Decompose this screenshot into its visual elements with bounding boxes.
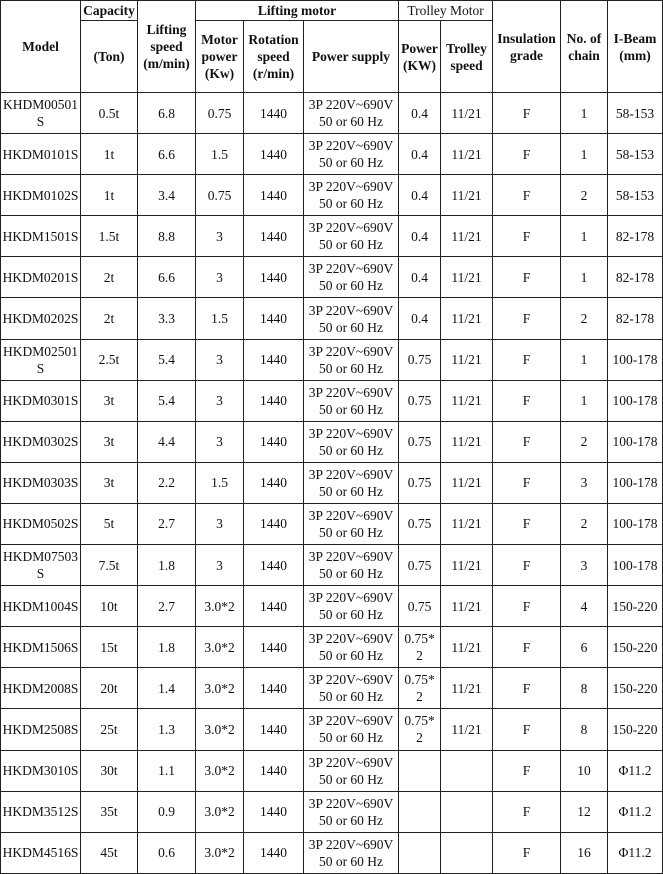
cell-chain: 1	[561, 216, 608, 257]
cell-ibeam: 58-153	[608, 175, 663, 216]
cell-trolley-power: 0.4	[399, 134, 441, 175]
cell-trolley-power: 0.75* 2	[399, 709, 441, 750]
cell-insulation: F	[493, 421, 561, 462]
cell-trolley-speed: 11/21	[441, 339, 493, 380]
cell-trolley-speed: 11/21	[441, 421, 493, 462]
cell-power-supply: 3P 220V~690V 50 or 60 Hz	[304, 134, 399, 175]
cell-power-supply: 3P 220V~690V 50 or 60 Hz	[304, 750, 399, 791]
cell-power-supply: 3P 220V~690V 50 or 60 Hz	[304, 339, 399, 380]
header-insulation: Insulation grade	[493, 1, 561, 93]
cell-rotation-speed: 1440	[244, 134, 304, 175]
cell-motor-power: 0.75	[196, 175, 244, 216]
cell-rotation-speed: 1440	[244, 380, 304, 421]
cell-insulation: F	[493, 462, 561, 503]
cell-power-supply: 3P 220V~690V 50 or 60 Hz	[304, 668, 399, 709]
cell-rotation-speed: 1440	[244, 339, 304, 380]
cell-lifting-speed: 2.2	[138, 462, 196, 503]
header-trolley-speed: Trolley speed	[441, 21, 493, 93]
cell-lifting-speed: 0.6	[138, 832, 196, 873]
cell-trolley-power: 0.75	[399, 421, 441, 462]
cell-rotation-speed: 1440	[244, 791, 304, 832]
cell-motor-power: 0.75	[196, 93, 244, 134]
cell-capacity: 1t	[81, 134, 138, 175]
cell-model: HKDM02501 S	[1, 339, 81, 380]
cell-lifting-speed: 2.7	[138, 503, 196, 544]
cell-lifting-speed: 6.6	[138, 134, 196, 175]
cell-motor-power: 3	[196, 421, 244, 462]
cell-trolley-speed: 11/21	[441, 298, 493, 339]
table-row	[1, 586, 663, 627]
cell-insulation: F	[493, 709, 561, 750]
cell-chain: 1	[561, 380, 608, 421]
cell-power-supply: 3P 220V~690V 50 or 60 Hz	[304, 462, 399, 503]
header-lifting-motor: Lifting motor	[196, 1, 399, 21]
cell-trolley-speed: 11/21	[441, 134, 493, 175]
cell-rotation-speed: 1440	[244, 627, 304, 668]
cell-model: HKDM0102S	[1, 175, 81, 216]
cell-chain: 1	[561, 134, 608, 175]
cell-lifting-speed: 1.8	[138, 545, 196, 586]
cell-rotation-speed: 1440	[244, 462, 304, 503]
cell-lifting-speed: 1.4	[138, 668, 196, 709]
cell-chain: 1	[561, 339, 608, 380]
cell-trolley-speed	[441, 832, 493, 873]
cell-motor-power: 3.0*2	[196, 627, 244, 668]
cell-ibeam: 100-178	[608, 462, 663, 503]
cell-power-supply: 3P 220V~690V 50 or 60 Hz	[304, 503, 399, 544]
cell-insulation: F	[493, 93, 561, 134]
header-chain: No. of chain	[561, 1, 608, 93]
cell-capacity: 7.5t	[81, 545, 138, 586]
cell-motor-power: 3	[196, 216, 244, 257]
cell-lifting-speed: 4.4	[138, 421, 196, 462]
header-power-supply: Power supply	[304, 21, 399, 93]
cell-power-supply: 3P 220V~690V 50 or 60 Hz	[304, 380, 399, 421]
cell-insulation: F	[493, 627, 561, 668]
cell-insulation: F	[493, 668, 561, 709]
cell-rotation-speed: 1440	[244, 709, 304, 750]
cell-ibeam: Φ11.2	[608, 832, 663, 873]
cell-trolley-speed: 11/21	[441, 586, 493, 627]
cell-motor-power: 3	[196, 257, 244, 298]
cell-trolley-speed	[441, 750, 493, 791]
cell-ibeam: 100-178	[608, 339, 663, 380]
cell-power-supply: 3P 220V~690V 50 or 60 Hz	[304, 791, 399, 832]
cell-trolley-power: 0.4	[399, 257, 441, 298]
table-row	[1, 298, 663, 339]
cell-rotation-speed: 1440	[244, 832, 304, 873]
cell-chain: 2	[561, 421, 608, 462]
cell-rotation-speed: 1440	[244, 298, 304, 339]
cell-trolley-power: 0.75	[399, 586, 441, 627]
cell-motor-power: 3.0*2	[196, 709, 244, 750]
cell-power-supply: 3P 220V~690V 50 or 60 Hz	[304, 545, 399, 586]
cell-trolley-power: 0.75	[399, 503, 441, 544]
cell-chain: 1	[561, 257, 608, 298]
cell-power-supply: 3P 220V~690V 50 or 60 Hz	[304, 175, 399, 216]
cell-capacity: 2t	[81, 257, 138, 298]
cell-trolley-power: 0.75	[399, 462, 441, 503]
header-trolley-motor: Trolley Motor	[399, 1, 493, 21]
cell-trolley-speed: 11/21	[441, 709, 493, 750]
cell-insulation: F	[493, 134, 561, 175]
cell-trolley-power: 0.4	[399, 175, 441, 216]
cell-power-supply: 3P 220V~690V 50 or 60 Hz	[304, 709, 399, 750]
cell-trolley-speed: 11/21	[441, 462, 493, 503]
cell-motor-power: 3	[196, 545, 244, 586]
cell-rotation-speed: 1440	[244, 750, 304, 791]
cell-model: KHDM00501 S	[1, 93, 81, 134]
cell-trolley-power: 0.75	[399, 545, 441, 586]
cell-capacity: 10t	[81, 586, 138, 627]
cell-lifting-speed: 3.4	[138, 175, 196, 216]
cell-ibeam: 150-220	[608, 627, 663, 668]
cell-chain: 1	[561, 93, 608, 134]
cell-trolley-speed: 11/21	[441, 503, 493, 544]
cell-chain: 10	[561, 750, 608, 791]
table-row	[1, 750, 663, 791]
cell-capacity: 20t	[81, 668, 138, 709]
cell-lifting-speed: 0.9	[138, 791, 196, 832]
cell-ibeam: 82-178	[608, 257, 663, 298]
cell-model: HKDM4516S	[1, 832, 81, 873]
cell-capacity: 3t	[81, 380, 138, 421]
cell-insulation: F	[493, 586, 561, 627]
table-row	[1, 709, 663, 750]
cell-rotation-speed: 1440	[244, 668, 304, 709]
table-row	[1, 545, 663, 586]
cell-trolley-power: 0.75* 2	[399, 668, 441, 709]
cell-chain: 2	[561, 503, 608, 544]
cell-model: HKDM0201S	[1, 257, 81, 298]
cell-ibeam: 100-178	[608, 503, 663, 544]
cell-power-supply: 3P 220V~690V 50 or 60 Hz	[304, 257, 399, 298]
cell-motor-power: 3.0*2	[196, 668, 244, 709]
table-row	[1, 421, 663, 462]
cell-insulation: F	[493, 832, 561, 873]
table-row	[1, 627, 663, 668]
cell-lifting-speed: 3.3	[138, 298, 196, 339]
cell-model: HKDM3010S	[1, 750, 81, 791]
cell-capacity: 0.5t	[81, 93, 138, 134]
cell-capacity: 2.5t	[81, 339, 138, 380]
table-row	[1, 380, 663, 421]
cell-model: HKDM0302S	[1, 421, 81, 462]
table-row	[1, 791, 663, 832]
cell-insulation: F	[493, 750, 561, 791]
cell-motor-power: 3.0*2	[196, 750, 244, 791]
cell-model: HKDM0303S	[1, 462, 81, 503]
cell-trolley-speed: 11/21	[441, 175, 493, 216]
cell-chain: 2	[561, 298, 608, 339]
cell-power-supply: 3P 220V~690V 50 or 60 Hz	[304, 216, 399, 257]
cell-insulation: F	[493, 216, 561, 257]
cell-motor-power: 1.5	[196, 298, 244, 339]
table-row	[1, 503, 663, 544]
cell-power-supply: 3P 220V~690V 50 or 60 Hz	[304, 298, 399, 339]
cell-chain: 3	[561, 462, 608, 503]
cell-lifting-speed: 2.7	[138, 586, 196, 627]
cell-model: HKDM1004S	[1, 586, 81, 627]
table-row	[1, 134, 663, 175]
cell-ibeam: 150-220	[608, 709, 663, 750]
cell-rotation-speed: 1440	[244, 93, 304, 134]
cell-trolley-speed: 11/21	[441, 93, 493, 134]
cell-rotation-speed: 1440	[244, 586, 304, 627]
cell-rotation-speed: 1440	[244, 216, 304, 257]
header-capacity: Capacity	[81, 1, 138, 21]
cell-insulation: F	[493, 380, 561, 421]
cell-chain: 16	[561, 832, 608, 873]
table-row	[1, 257, 663, 298]
header-rotation-speed: Rotation speed (r/min)	[244, 21, 304, 93]
table-body	[1, 93, 663, 874]
cell-insulation: F	[493, 791, 561, 832]
table-row	[1, 832, 663, 873]
cell-motor-power: 3.0*2	[196, 791, 244, 832]
cell-trolley-speed: 11/21	[441, 216, 493, 257]
cell-model: HKDM07503 S	[1, 545, 81, 586]
cell-ibeam: 150-220	[608, 668, 663, 709]
cell-rotation-speed: 1440	[244, 175, 304, 216]
cell-trolley-speed: 11/21	[441, 545, 493, 586]
cell-power-supply: 3P 220V~690V 50 or 60 Hz	[304, 421, 399, 462]
cell-capacity: 15t	[81, 627, 138, 668]
cell-chain: 12	[561, 791, 608, 832]
cell-rotation-speed: 1440	[244, 545, 304, 586]
table-row	[1, 462, 663, 503]
cell-capacity: 30t	[81, 750, 138, 791]
cell-capacity: 45t	[81, 832, 138, 873]
cell-trolley-power: 0.75	[399, 380, 441, 421]
cell-lifting-speed: 6.8	[138, 93, 196, 134]
cell-ibeam: 100-178	[608, 380, 663, 421]
cell-ibeam: 150-220	[608, 586, 663, 627]
cell-model: HKDM3512S	[1, 791, 81, 832]
table-row	[1, 93, 663, 134]
header-model: Model	[1, 1, 81, 93]
cell-trolley-speed: 11/21	[441, 257, 493, 298]
cell-trolley-speed	[441, 791, 493, 832]
cell-model: HKDM1506S	[1, 627, 81, 668]
cell-capacity: 3t	[81, 421, 138, 462]
cell-ibeam: 58-153	[608, 93, 663, 134]
header-ibeam: I-Beam (mm)	[608, 1, 663, 93]
cell-insulation: F	[493, 503, 561, 544]
cell-trolley-power	[399, 791, 441, 832]
cell-trolley-speed: 11/21	[441, 627, 493, 668]
cell-model: HKDM0101S	[1, 134, 81, 175]
cell-capacity: 2t	[81, 298, 138, 339]
cell-capacity: 25t	[81, 709, 138, 750]
cell-capacity: 3t	[81, 462, 138, 503]
cell-power-supply: 3P 220V~690V 50 or 60 Hz	[304, 586, 399, 627]
cell-capacity: 35t	[81, 791, 138, 832]
cell-model: HKDM1501S	[1, 216, 81, 257]
cell-motor-power: 3	[196, 380, 244, 421]
cell-rotation-speed: 1440	[244, 421, 304, 462]
cell-rotation-speed: 1440	[244, 503, 304, 544]
cell-lifting-speed: 6.6	[138, 257, 196, 298]
cell-chain: 3	[561, 545, 608, 586]
cell-lifting-speed: 1.8	[138, 627, 196, 668]
cell-trolley-power: 0.75* 2	[399, 627, 441, 668]
cell-capacity: 5t	[81, 503, 138, 544]
cell-motor-power: 3.0*2	[196, 832, 244, 873]
cell-rotation-speed: 1440	[244, 257, 304, 298]
cell-chain: 8	[561, 709, 608, 750]
header-lifting-speed: Lifting speed (m/min)	[138, 1, 196, 93]
header-motor-power: Motor power (Kw)	[196, 21, 244, 93]
cell-ibeam: Φ11.2	[608, 791, 663, 832]
cell-power-supply: 3P 220V~690V 50 or 60 Hz	[304, 93, 399, 134]
cell-model: HKDM2008S	[1, 668, 81, 709]
header-trolley-power: Power (KW)	[399, 21, 441, 93]
cell-trolley-power: 0.4	[399, 298, 441, 339]
cell-trolley-power	[399, 750, 441, 791]
cell-ibeam: 82-178	[608, 216, 663, 257]
cell-ibeam: 58-153	[608, 134, 663, 175]
cell-power-supply: 3P 220V~690V 50 or 60 Hz	[304, 627, 399, 668]
cell-model: HKDM0502S	[1, 503, 81, 544]
table-row	[1, 216, 663, 257]
cell-model: HKDM0202S	[1, 298, 81, 339]
cell-chain: 6	[561, 627, 608, 668]
cell-trolley-power: 0.4	[399, 216, 441, 257]
cell-chain: 2	[561, 175, 608, 216]
cell-capacity: 1t	[81, 175, 138, 216]
cell-motor-power: 1.5	[196, 462, 244, 503]
cell-insulation: F	[493, 545, 561, 586]
cell-ibeam: 82-178	[608, 298, 663, 339]
cell-ibeam: 100-178	[608, 545, 663, 586]
table-row	[1, 339, 663, 380]
header-capacity-unit: (Ton)	[81, 21, 138, 93]
cell-model: HKDM0301S	[1, 380, 81, 421]
cell-trolley-power: 0.4	[399, 93, 441, 134]
cell-lifting-speed: 5.4	[138, 339, 196, 380]
cell-trolley-speed: 11/21	[441, 668, 493, 709]
cell-insulation: F	[493, 298, 561, 339]
cell-chain: 4	[561, 586, 608, 627]
cell-model: HKDM2508S	[1, 709, 81, 750]
cell-lifting-speed: 8.8	[138, 216, 196, 257]
cell-insulation: F	[493, 339, 561, 380]
cell-lifting-speed: 5.4	[138, 380, 196, 421]
cell-power-supply: 3P 220V~690V 50 or 60 Hz	[304, 832, 399, 873]
cell-lifting-speed: 1.3	[138, 709, 196, 750]
table-row	[1, 175, 663, 216]
cell-motor-power: 1.5	[196, 134, 244, 175]
cell-ibeam: 100-178	[608, 421, 663, 462]
cell-motor-power: 3.0*2	[196, 586, 244, 627]
table-row	[1, 668, 663, 709]
cell-motor-power: 3	[196, 339, 244, 380]
cell-insulation: F	[493, 257, 561, 298]
cell-trolley-speed: 11/21	[441, 380, 493, 421]
cell-insulation: F	[493, 175, 561, 216]
cell-motor-power: 3	[196, 503, 244, 544]
cell-trolley-power: 0.75	[399, 339, 441, 380]
cell-capacity: 1.5t	[81, 216, 138, 257]
cell-chain: 8	[561, 668, 608, 709]
cell-ibeam: Φ11.2	[608, 750, 663, 791]
cell-lifting-speed: 1.1	[138, 750, 196, 791]
cell-trolley-power	[399, 832, 441, 873]
